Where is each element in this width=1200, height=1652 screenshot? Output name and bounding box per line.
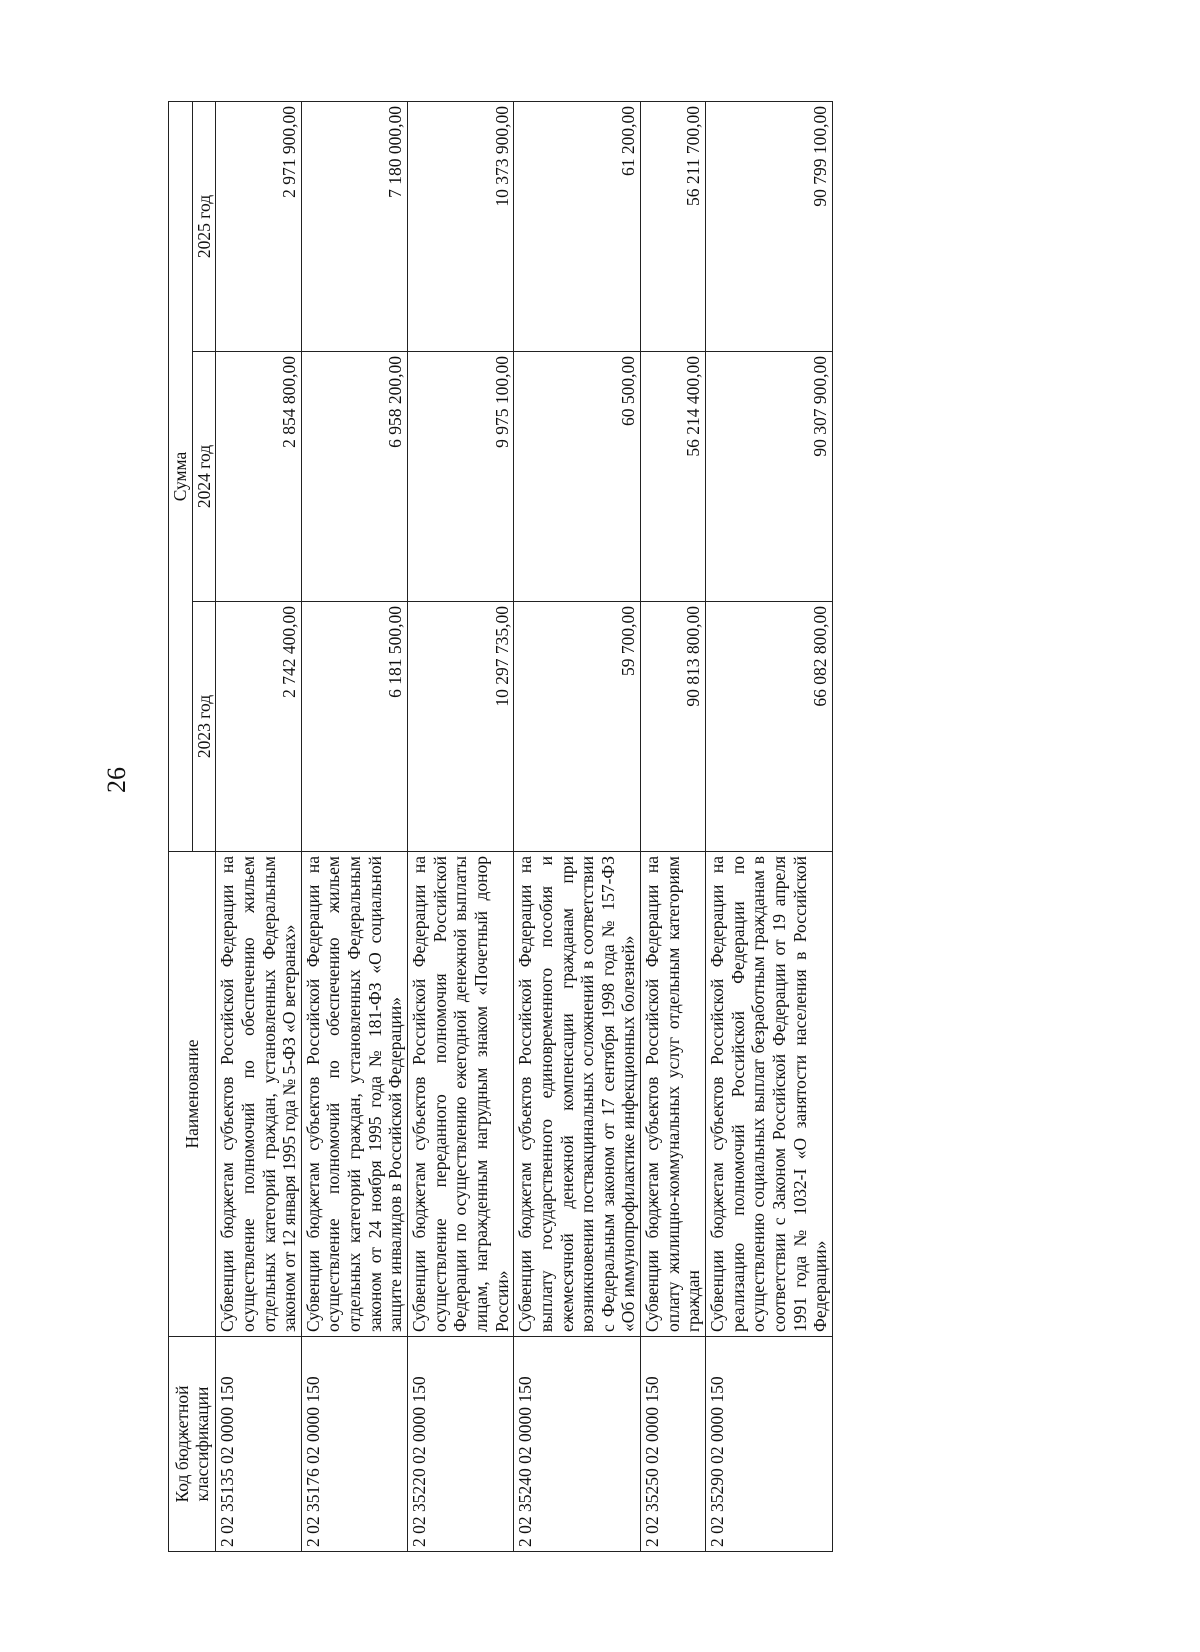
row-amount-2024: 60 500,00 — [514, 352, 641, 602]
row-code: 2 02 35290 02 0000 150 — [706, 1337, 833, 1552]
row-code: 2 02 35176 02 0000 150 — [301, 1337, 407, 1552]
row-amount-2023: 90 813 800,00 — [641, 602, 706, 852]
row-amount-2025: 61 200,00 — [514, 101, 641, 351]
budget-sheet — [168, 102, 1108, 1552]
page-number: 26 — [102, 767, 131, 793]
row-name: Субвенции бюджетам субъектов Российской Федерации на оплату жилищно-коммунальных услуг отдельным категориям граждан — [641, 852, 706, 1337]
row-amount-2025: 90 799 100,00 — [706, 101, 833, 351]
header-2023: 2023 год — [192, 602, 216, 852]
table-row — [216, 101, 302, 1551]
table-row — [706, 101, 833, 1551]
budget-table — [168, 101, 833, 1552]
header-row-1 — [169, 101, 193, 1551]
header-sum: Сумма — [169, 101, 193, 851]
row-name: Субвенции бюджетам субъектов Российской Федерации на осуществление переданного полномочия Российской Федерации по осуществлению ежегодной денежной выплаты лицам, награжденным нагрудным знаком «Почетный донор России» — [408, 852, 514, 1337]
row-name: Субвенции бюджетам субъектов Российской Федерации на реализацию полномочий Российской Федерации по осуществлению социальных выплат безработным гражданам в соответствии с Законом Российской Федерации от 19 апреля 1991 года № 1032-I «О занятости населения в Российской Федерации» — [706, 852, 833, 1337]
row-amount-2023: 10 297 735,00 — [408, 602, 514, 852]
row-amount-2024: 2 854 800,00 — [216, 352, 302, 602]
row-code: 2 02 35220 02 0000 150 — [408, 1337, 514, 1552]
row-amount-2023: 6 181 500,00 — [301, 602, 407, 852]
table-row — [408, 101, 514, 1551]
row-amount-2023: 66 082 800,00 — [706, 602, 833, 852]
row-amount-2024: 56 214 400,00 — [641, 352, 706, 602]
row-code: 2 02 35250 02 0000 150 — [641, 1337, 706, 1552]
row-amount-2025: 7 180 000,00 — [301, 101, 407, 351]
row-amount-2025: 56 211 700,00 — [641, 101, 706, 351]
row-amount-2024: 90 307 900,00 — [706, 352, 833, 602]
header-code: Код бюджетной классификации — [169, 1337, 216, 1552]
row-amount-2024: 9 975 100,00 — [408, 352, 514, 602]
row-amount-2024: 6 958 200,00 — [301, 352, 407, 602]
row-amount-2025: 2 971 900,00 — [216, 101, 302, 351]
row-code: 2 02 35240 02 0000 150 — [514, 1337, 641, 1552]
row-name: Субвенции бюджетам субъектов Российской Федерации на выплату государственного единовременного пособия и ежемесячной денежной компенсации гражданам при возникновении поствакцинальных осложнений в соответствии с Федеральным законом от 17 сентября 1998 года № 157-ФЗ «Об иммунопрофилактике инфекционных болезней» — [514, 852, 641, 1337]
header-2025: 2025 год — [192, 101, 216, 351]
row-code: 2 02 35135 02 0000 150 — [216, 1337, 302, 1552]
row-amount-2025: 10 373 900,00 — [408, 101, 514, 351]
header-2024: 2024 год — [192, 352, 216, 602]
table-row — [641, 101, 706, 1551]
table-row — [514, 101, 641, 1551]
header-name: Наименование — [169, 852, 216, 1337]
row-amount-2023: 2 742 400,00 — [216, 602, 302, 852]
table-row — [301, 101, 407, 1551]
row-name: Субвенции бюджетам субъектов Российской Федерации на осуществление полномочий по обеспечению жильем отдельных категорий граждан, установленных Федеральным законом от 12 января 1995 года № 5-ФЗ «О ветеранах» — [216, 852, 302, 1337]
row-amount-2023: 59 700,00 — [514, 602, 641, 852]
row-name: Субвенции бюджетам субъектов Российской Федерации на осуществление полномочий по обеспечению жильем отдельных категорий граждан, установленных Федеральным законом от 24 ноября 1995 года № 181-ФЗ «О социальной защите инвалидов в Российской Федерации» — [301, 852, 407, 1337]
